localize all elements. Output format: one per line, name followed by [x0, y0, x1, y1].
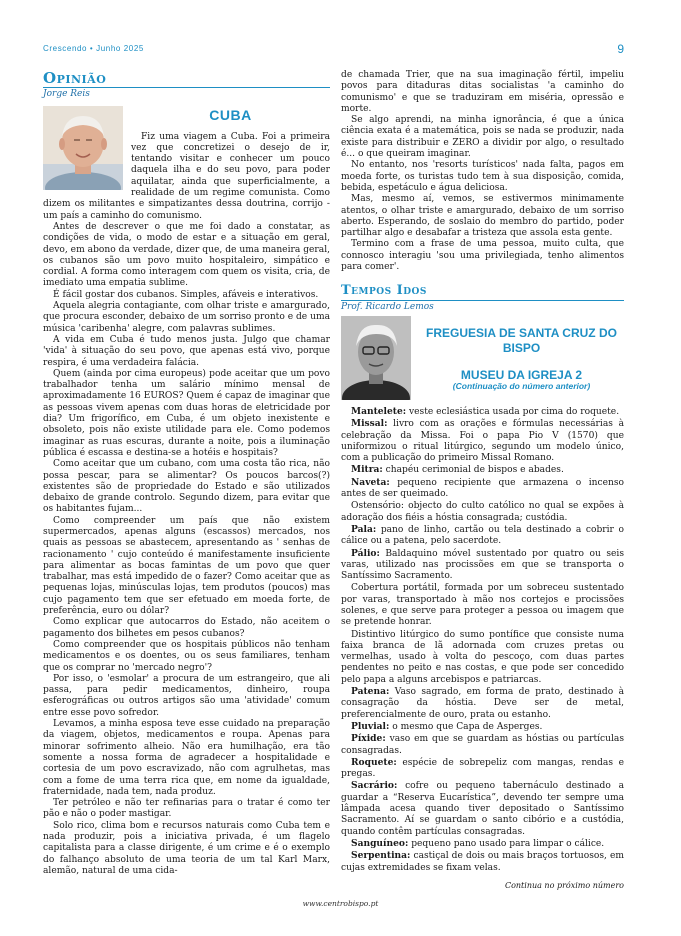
author-photo-jorge-reis	[43, 106, 123, 194]
footer-url: www.centrobispo.pt	[302, 899, 379, 908]
glossary-entry	[341, 757, 624, 781]
glossary-definition: o mesmo que Capa de Asperges.	[389, 721, 543, 732]
museum-title: MUSEU DA IGREJA 2	[460, 367, 583, 382]
glossary-definition: vaso em que se guardam as hóstias ou partículas consagradas.	[341, 734, 624, 756]
museum-subtitle: (Continuação do número anterior)	[452, 380, 591, 391]
glossary-entry	[341, 406, 624, 418]
opinion-paragraph: Termino com a frase de uma pessoa, muito culta, que connosco interagiu 'sou uma privilegiada, tenho alimentos para comer'.	[341, 239, 624, 273]
glossary-definition: pequeno pano usado para limpar o cálice.	[408, 838, 605, 849]
opinion-paragraph: Antes de descrever o que me foi dado a constatar, as condições de vida, o modo de estar e a situação em geral, devo, em abono da verdade, dizer que, de uma maneira geral, os cubanos são um povo muito hospitaleiro, simpático e cordial. A forma como interagem com quem os visita, cria, de imediato uma empatia sublime.	[43, 221, 330, 289]
glossary-entry	[341, 733, 624, 757]
glossary-entry	[341, 500, 624, 524]
opinion-paragraph: Mas, mesmo aí, vemos, se estivermos minimamente atentos, o olhar triste e amargurado, debaixo de um sorriso aberto. Esperando, de soslaio do membro do partido, poder partilhar algo e desabafar a tristeza que assola esta gente.	[341, 194, 624, 239]
glossary-definition: Cobertura portátil, formada por um sobreceu sustentado por varas, transportado à mão nos cortejos e procissões solenes, e que serve para proteger a pessoa ou imagem que se pretende honrar.	[341, 583, 624, 628]
opinion-paragraph: Levamos, a minha esposa teve esse cuidado na preparação da viagem, objetos, medicamentos e roupa. Apenas para minorar sofrimento alheio. Não era humilhação, era tão somente a nossa forma de agradecer a hospitalidade e cortesia de um povo escravizado, não com agrulhetas, mas com a fome de uma terra rica que, em nome da igualdade, fraternidade, nada tem, nada produz.	[43, 719, 330, 797]
opinion-paragraph: Se algo aprendi, na minha ignorância, é que a única ciência exata é a matemática, pois se nada se produzir, nada existe para distribuir e ZERO a dividir por algo, o resultado é... o que queiram imaginar.	[341, 115, 624, 160]
section-title-opinion: Opinião	[43, 69, 107, 87]
glossary-definition: Baldaquino móvel sustentado por quatro ou seis varas, utilizado nas procissões em que se transporta o Santíssimo Sacramento.	[341, 548, 624, 582]
glossary-definition: livro com as orações e fórmulas necessárias à celebração da Missa. Foi o papa Pio V (1570) que uniformizou o ritual litúrgico, segundo um modelo único, com a publicação do primeiro Missal Romano.	[341, 419, 624, 464]
article-title-cuba: CUBA	[209, 107, 252, 124]
glossary-definition: cofre ou pequeno tabernáculo destinado a guardar a “Reserva Eucarística”, devendo ter sempre uma lâmpada acesa quando tiver depositado o Santíssimo Sacramento. Aí se guardam o santo cibório e a custódia, quando contêm partículas consagradas.	[341, 781, 624, 837]
glossary-term: Roquete:	[351, 756, 397, 768]
glossary-entry	[341, 686, 624, 721]
glossary-definition: veste eclesiástica usada por cima do roquete.	[406, 406, 620, 417]
glossary-entry	[341, 850, 624, 874]
glossary-term: Naveta:	[351, 476, 390, 488]
glossary-entry	[341, 582, 624, 628]
section-title-tempos-idos: Tempos Idos	[341, 283, 427, 299]
glossary-term: Sacrário:	[351, 780, 398, 792]
opinion-paragraph: Como aceitar que um cubano, com uma costa tão rica, não possa pescar, para se alimentar? Os poucos barcos(?) existentes são de propriedade do Estado e são utilizados debaixo de grande controlo. Segundo dizem, para evitar que os habitantes fujam...	[43, 459, 330, 515]
glossary-term: Mantelete:	[351, 405, 407, 417]
glossary-definition: chapéu cerimonial de bispos e abades.	[382, 465, 564, 476]
opinion-paragraph: Ter petróleo e não ter refinarias para o tratar é como ter pão e não o poder mastigar.	[43, 798, 330, 820]
opinion-author: Jorge Reis	[43, 87, 330, 100]
opinion-paragraph: de chamada Trier, que na sua imaginação fértil, impeliu povos para ditaduras ditas socialistas 'a caminho do comunismo' e que se traduziram em miséria, opressão e morte.	[341, 70, 624, 114]
glossary-entry	[341, 780, 624, 837]
right-column	[341, 70, 624, 891]
glossary-term: Missal:	[351, 418, 388, 430]
glossary-definition: espécie de sobrepeliz com mangas, rendas e pregas.	[341, 757, 624, 780]
glossary-entry	[341, 548, 624, 583]
opinion-paragraph: No entanto, nos 'resorts turísticos' nada falta, pagos em moeda forte, os turistas tudo tem à sua disposição, comida, bebida, espetáculo e água deliciosa.	[341, 160, 624, 193]
glossary-term: Mitra:	[351, 464, 383, 476]
glossary-entry	[341, 721, 624, 733]
tempos-author: Prof. Ricardo Lemos	[341, 300, 624, 313]
glossary-term: Serpentina:	[351, 850, 411, 862]
glossary-entry	[341, 477, 624, 501]
glossary-definition: pequeno recipiente que armazena o incenso antes de ser queimado.	[341, 477, 624, 500]
glossary-term: Pala:	[351, 523, 377, 535]
glossary-entry	[341, 838, 624, 850]
opinion-paragraph: Como explicar que autocarros do Estado, não aceitem o pagamento dos bilhetes em pesos cubanos?	[43, 617, 330, 639]
opinion-paragraph: Quem (ainda por cima europeus) pode aceitar que um povo trabalhador tenha um salário mínimo mensal de aproximadamente 16 EUROS? Quem é capaz de imaginar que as pessoas vivem apenas com duas horas de eletricidade por dia? Um frigorífico, em Cuba, é um objeto inexistente e obsoleto, pois não existe utilidade para ele. Como podemos imaginar as ruas escuras, durante a noite, pois a iluminação pública é escassa e destina-se a hotéis e hospitais?	[43, 368, 330, 458]
glossary-term: Pluvial:	[351, 720, 390, 732]
glossary-term: Pálio:	[351, 547, 380, 559]
glossary-definition: Distintivo litúrgico do sumo pontífice que consiste numa faixa branca de lã adornada com cruzes pretas ou vermelhas, usado à volta do pescoço, com duas partes pendentes no peito e nas costas, e que pode ser concedido pelo papa a alguns arcebispos e patriarcas.	[341, 629, 624, 685]
author-photo-ricardo-lemos	[341, 316, 411, 404]
opinion-paragraph: Como compreender que os hospitais públicos não tenham medicamentos e os doentes, ou os seus familiares, tenham que os comprar no 'mercado negro'?	[43, 639, 330, 673]
opinion-paragraph: Como compreender um país que não existem supermercados, apenas alguns (escassos) mercados, nos quais as pessoas se abastecem, apresentando as ' senhas de racionamento ' cujo conteúdo é manifestamente insuficiente para alimentar as bocas famintas de um povo que quer trabalhar, mas está impedido de o fazer? Como aceitar que as pequenas lojas, minúsculas lojas, tem produtos (poucos) mas cujo pagamento tem que ser efetuado em moeda forte, de preferência, euro ou dólar?	[43, 515, 330, 617]
glossary-definition: castiçal de dois ou mais braços tortuosos, em cujas extremidades se fixam velas.	[341, 851, 624, 873]
glossary-entry	[341, 464, 624, 476]
glossary-entry	[341, 524, 624, 548]
glossary-term: Píxide:	[351, 733, 386, 745]
glossary-definition: Ostensório: objecto do culto católico no qual se expões à adoração dos fiéis a hóstia consagrada; custódia.	[341, 501, 624, 523]
opinion-paragraph: Por isso, o 'esmolar' a procura de um estrangeiro, que ali passa, para pedir medicamentos, dinheiro, roupa esferográficas ou outros artigos são uma 'atividade' comum entre esse povo sofredor.	[43, 673, 330, 718]
opinion-column	[43, 70, 330, 877]
parish-title: FREGUESIA DE SANTA CRUZ DO BISPO	[426, 325, 617, 355]
running-head: Crescendo • Junho 2025	[43, 44, 144, 53]
glossary-term: Patena:	[351, 686, 390, 698]
glossary-term: Sanguíneo:	[351, 837, 409, 849]
opinion-paragraph: Fiz uma viagem a Cuba. Foi a primeira vez que concretizei o desejo de ir, tentando visitar e conhecer um pouco daquela ilha e do seu povo, para poder aquilatar, ainda que superficialmente, a realidade de um regime comunista. Como dizem os militantes e simpatizantes dessa doutrina, corrijo - um país a caminho do comunismo.	[43, 131, 330, 221]
opinion-paragraph: É fácil gostar dos cubanos. Simples, afáveis e interativos.	[53, 289, 319, 300]
continued-note: Continua no próximo número	[504, 880, 624, 890]
page-number: 9	[617, 42, 624, 56]
glossary-entry	[341, 629, 624, 686]
opinion-paragraph: A vida em Cuba é tudo menos justa. Julgo que chamar 'vida' à situação do seu povo, que apenas está vivo, porque respira, é uma verdadeira falácia.	[43, 334, 330, 368]
glossary-entry	[341, 418, 624, 464]
glossary-definition: Vaso sagrado, em forma de prato, destinado à consagração da hóstia. Deve ser de metal, preferencialmente de ouro, prata ou estanho.	[341, 687, 624, 720]
opinion-paragraph: Aquela alegria contagiante, com olhar triste e amargurado, que procura esconder, debaixo de um sorriso pronto e de uma música 'caribenha' alegre, com palavras sublimes.	[43, 301, 330, 334]
opinion-paragraph: Solo rico, clima bom e recursos naturais como Cuba tem e nada produzir, pois a iniciativa privada, é um flagelo capitalista para a classe dirigente, é um crime e é o exemplo do falhanço absoluto de uma teoria de um tal Karl Marx, alemão, natural de uma cida-	[43, 820, 330, 876]
glossary-definition: pano de linho, cartão ou tela destinado a cobrir o cálice ou a patena, pelo sacerdote.	[341, 524, 624, 547]
